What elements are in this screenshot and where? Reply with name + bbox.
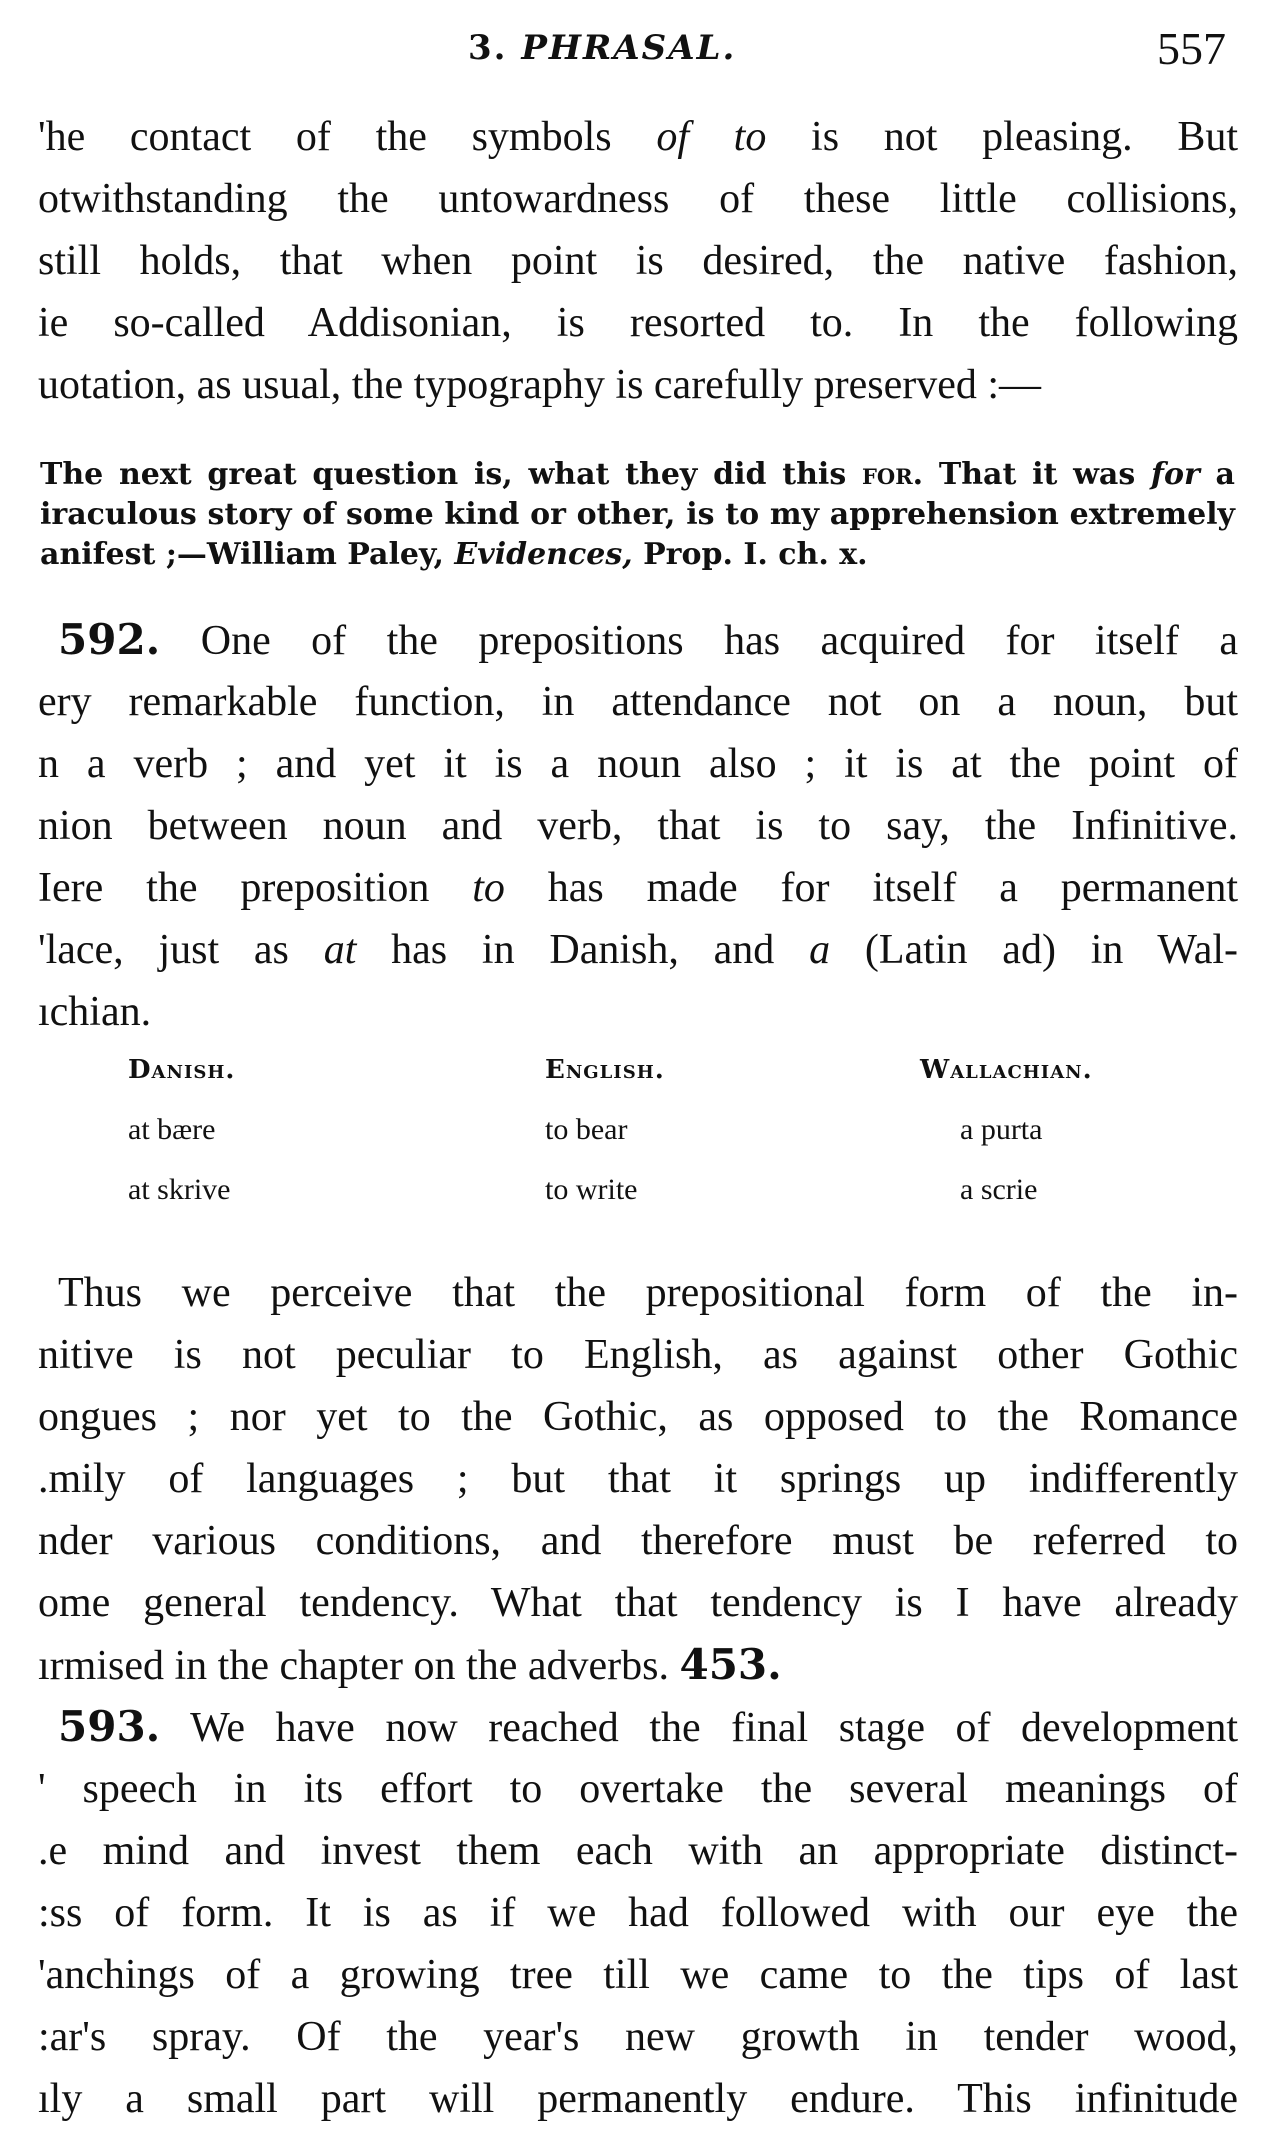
paragraph-number: 592.: [58, 615, 161, 664]
section-reference: 453.: [679, 1640, 782, 1689]
section-title: PHRASAL.: [521, 28, 737, 68]
text-line: still holds, that when point is desired, the native fashion,: [38, 238, 1238, 284]
text-line: uotation, as usual, the typography is carefully preserved :—: [38, 362, 1042, 408]
table-cell: at skrive: [128, 1173, 231, 1206]
column-danish: [128, 1055, 428, 1233]
text-line: ırmised in the chapter on the adverbs. 453.: [38, 1640, 782, 1689]
text-line: ıchian.: [38, 989, 152, 1035]
example-table: [0, 1055, 1275, 1235]
text-line: ome general tendency. What that tendency is I have already: [38, 1580, 1238, 1626]
text-line: Thus we perceive that the prepositional form of the in-: [58, 1270, 1238, 1316]
paragraph-number: 593.: [58, 1702, 161, 1751]
text-line: :ss of form. It is as if we had followed with our eye the: [38, 1890, 1238, 1936]
text-line: .mily of languages ; but that it springs up indifferently: [38, 1456, 1238, 1502]
text-line: nion between noun and verb, that is to say, the Infinitive.: [38, 803, 1238, 849]
table-cell: at bære: [128, 1113, 216, 1146]
text-line: 'anchings of a growing tree till we came to the tips of last: [38, 1952, 1238, 1998]
text-line: nitive is not peculiar to English, as against other Gothic: [38, 1332, 1238, 1378]
text-line: ' speech in its effort to overtake the several meanings of: [38, 1766, 1238, 1812]
text-line: ongues ; nor yet to the Gothic, as opposed to the Romance: [38, 1394, 1238, 1440]
text-line: ery remarkable function, in attendance not on a noun, but: [38, 679, 1238, 725]
text-line: n a verb ; and yet it is a noun also ; it is at the point of: [38, 741, 1238, 787]
text-line: nder various conditions, and therefore must be referred to: [38, 1518, 1238, 1564]
section-number: 3.: [468, 28, 508, 68]
table-cell: to bear: [545, 1113, 628, 1146]
running-header: [0, 18, 1275, 78]
text-line: ıly a small part will permanently endure. This infinitude: [38, 2076, 1238, 2122]
page-number: 557: [1157, 23, 1226, 74]
table-cell: a purta: [960, 1113, 1043, 1146]
text-line: 593. We have now reached the final stage of development: [58, 1702, 1238, 1751]
column-heading: Wallachian.: [920, 1055, 1093, 1085]
table-cell: a scrie: [960, 1173, 1038, 1206]
quote-line: The next great question is, what they did this for. That it was for a: [40, 457, 1235, 492]
column-wallachian: [920, 1055, 1220, 1233]
text-line: 'lace, just as at has in Danish, and a (Latin ad) in Wal-: [38, 927, 1238, 973]
text-line: .e mind and invest them each with an appropriate distinct-: [38, 1828, 1238, 1874]
column-heading: Danish.: [128, 1055, 236, 1085]
quote-line: iraculous story of some kind or other, is to my apprehension extremely: [40, 497, 1235, 532]
column-heading: English.: [545, 1055, 665, 1085]
section-heading: [468, 28, 736, 68]
text-line: Iere the preposition to has made for itself a permanent: [38, 865, 1239, 911]
text-line: otwithstanding the untowardness of these little collisions,: [38, 176, 1238, 222]
text-line: :ar's spray. Of the year's new growth in tender wood,: [38, 2014, 1238, 2060]
text-line: 'he contact of the symbols of to is not pleasing. But: [38, 114, 1238, 160]
text-line: ie so-called Addisonian, is resorted to. In the following: [38, 300, 1238, 346]
text-line: 592. One of the prepositions has acquired for itself a: [58, 615, 1238, 664]
quote-line: anifest ;—William Paley, Evidences, Prop. I. ch. x.: [40, 537, 868, 572]
table-cell: to write: [545, 1173, 638, 1206]
column-english: [545, 1055, 845, 1233]
